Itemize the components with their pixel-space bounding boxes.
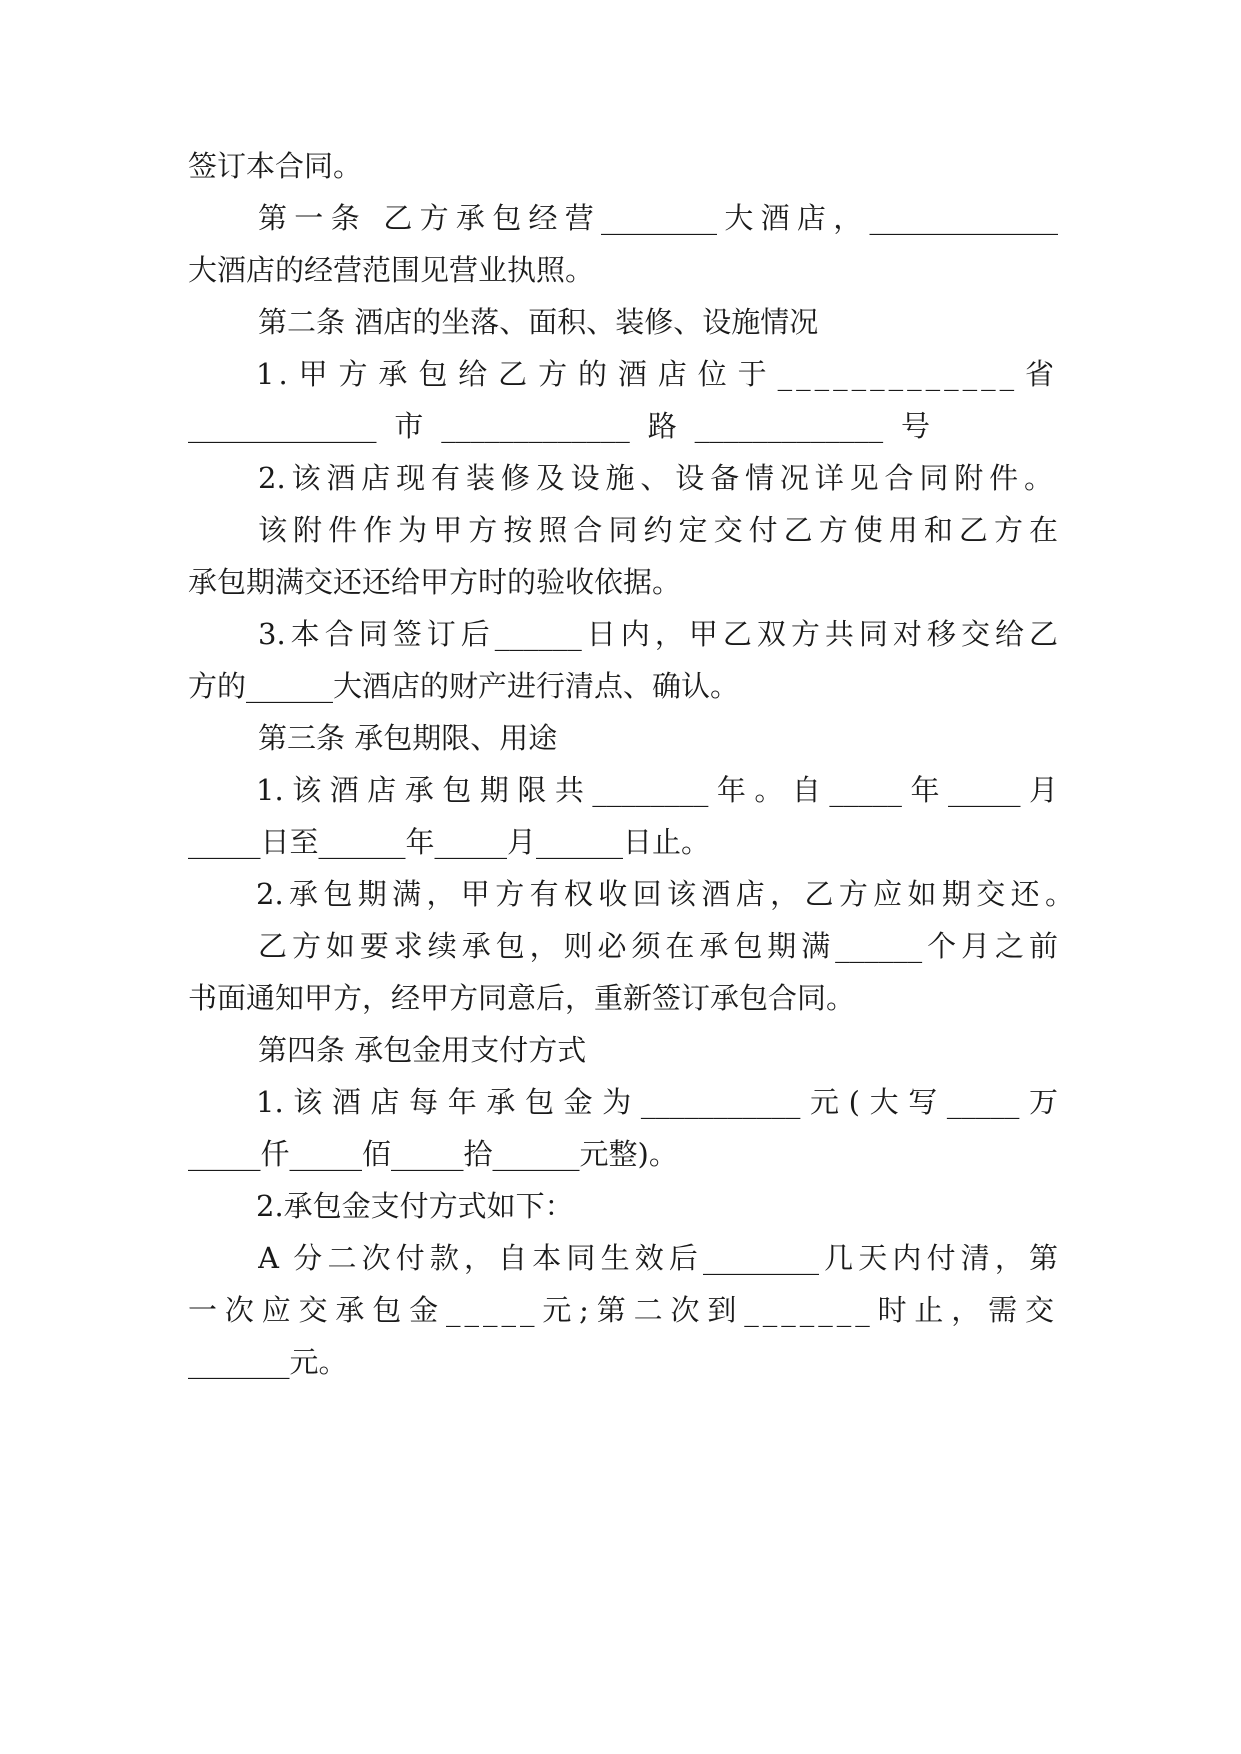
text-line: 2.承包金支付方式如下： xyxy=(256,1189,574,1223)
text-line: 第四条 承包金用支付方式 xyxy=(258,1033,587,1067)
text-line: _____________市_____________路_____________号 xyxy=(188,409,930,443)
text-line: 书面通知甲方，经甲方同意后，重新签订承包合同。 xyxy=(188,981,856,1015)
text-line: 2.该酒店现有装修及设施、设备情况详见合同附件。 xyxy=(258,461,1053,495)
text-line: 大酒店的经营范围见营业执照。 xyxy=(188,253,595,287)
text-line: 一次应交承包金_____元;第二次到_______时止，需交 xyxy=(188,1293,1058,1327)
text-line: 1.该酒店承包期限共________年。自_____年_____月 xyxy=(256,773,1058,807)
text-line: 第一条 乙方承包经营________大酒店，_____________ xyxy=(258,201,1058,235)
text-line: A 分二次付款，自本同生效后________几天内付清，第 xyxy=(258,1241,1058,1275)
text-line: 1.该酒店每年承包金为___________元(大写_____万 xyxy=(256,1085,1058,1119)
text-line: _____日至______年_____月______日止。 xyxy=(188,825,711,859)
text-line: 乙方如要求续承包，则必须在承包期满______个月之前 xyxy=(258,929,1058,963)
text-line: 签订本合同。 xyxy=(188,149,363,183)
text-line: 该附件作为甲方按照合同约定交付乙方使用和乙方在 xyxy=(258,513,1058,547)
text-line: 第三条 承包期限、用途 xyxy=(258,721,558,755)
text-line: 方的______大酒店的财产进行清点、确认。 xyxy=(188,669,740,703)
text-line: _____仟_____佰_____拾______元整)。 xyxy=(188,1137,678,1171)
text-line: 承包期满交还还给甲方时的验收依据。 xyxy=(188,565,682,599)
text-line: 3.本合同签订后______日内，甲乙双方共同对移交给乙 xyxy=(258,617,1058,651)
text-line: 第二条 酒店的坐落、面积、装修、设施情况 xyxy=(258,305,819,339)
text-line: 2.承包期满，甲方有权收回该酒店，乙方应如期交还。 xyxy=(256,877,1074,911)
text-line: _______元。 xyxy=(188,1345,348,1379)
text-line: 1.甲方承包给乙方的酒店位于_____________省 xyxy=(256,357,1058,391)
